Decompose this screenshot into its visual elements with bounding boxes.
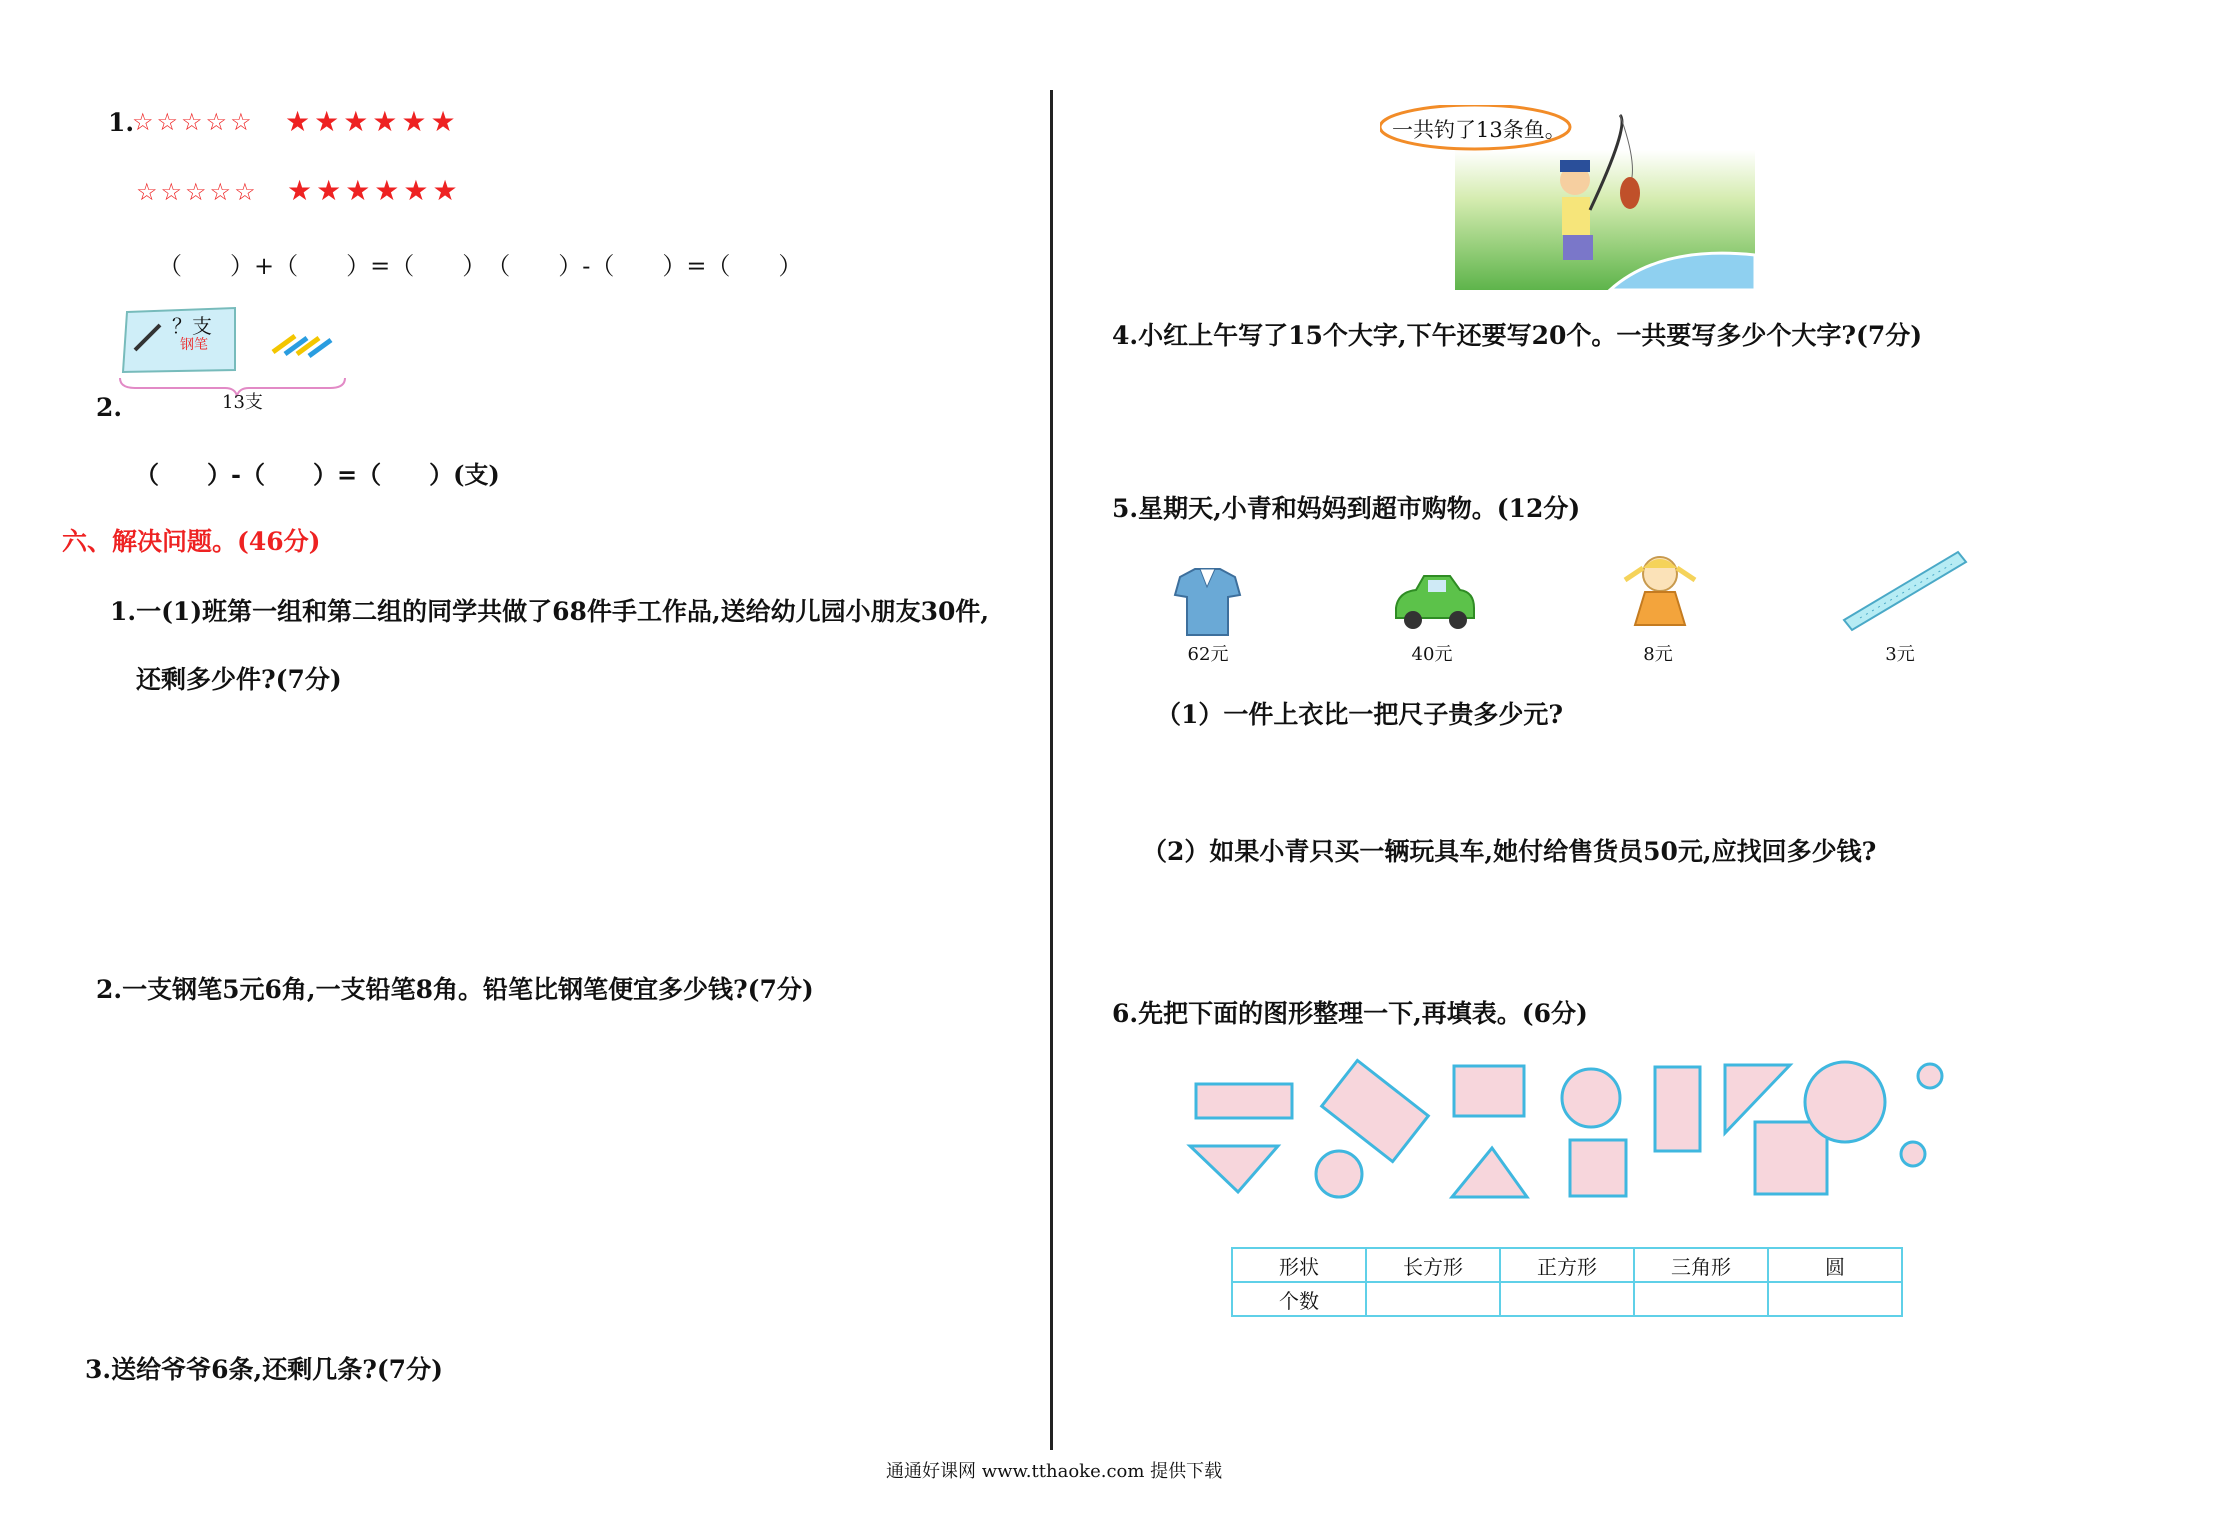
triangle-shape bbox=[1452, 1148, 1527, 1197]
problem-3: 3.送给爷爷6条,还剩几条?(7分) bbox=[85, 1355, 443, 1384]
square-shape bbox=[1755, 1122, 1827, 1194]
circle-shape bbox=[1316, 1151, 1362, 1197]
problem-5: 5.星期天,小青和妈妈到超市购物。(12分) bbox=[1112, 494, 1581, 523]
q1-number: 1. bbox=[108, 108, 135, 137]
shapes-collection bbox=[1180, 1052, 1960, 1212]
box-sublabel: 钢笔 bbox=[180, 337, 208, 353]
problem-5-sub1: （1）一件上衣比一把尺子贵多少元? bbox=[1156, 700, 1564, 729]
doll-price: 8元 bbox=[1643, 644, 1673, 665]
shirt-price: 62元 bbox=[1187, 644, 1229, 665]
table-header-cell: 三角形 bbox=[1634, 1248, 1768, 1282]
speech-text: 一共钓了13条鱼。 bbox=[1392, 118, 1566, 142]
answer-cell[interactable] bbox=[1768, 1282, 1902, 1316]
answer-cell[interactable] bbox=[1366, 1282, 1500, 1316]
circle-shape bbox=[1805, 1062, 1885, 1142]
toy-car-icon bbox=[1388, 570, 1478, 635]
problem-4: 4.小红上午写了15个大字,下午还要写20个。一共要写多少个大字?(7分) bbox=[1112, 321, 1923, 350]
table-row bbox=[1232, 1282, 1902, 1316]
circle-shape bbox=[1562, 1069, 1620, 1127]
problem-6: 6.先把下面的图形整理一下,再填表。(6分) bbox=[1112, 999, 1588, 1028]
ruler-price: 3元 bbox=[1885, 644, 1915, 665]
answer-cell[interactable] bbox=[1634, 1282, 1768, 1316]
section-title: 六、解决问题。(46分) bbox=[62, 527, 321, 556]
fish-icon bbox=[1620, 177, 1640, 209]
filled-stars-row2: ★★★★★★ bbox=[287, 174, 462, 207]
rectangle-shape bbox=[1322, 1060, 1429, 1161]
problem-2: 2.一支钢笔5元6角,一支铅笔8角。铅笔比钢笔便宜多少钱?(7分) bbox=[96, 975, 814, 1004]
rectangle-shape bbox=[1196, 1084, 1292, 1118]
rectangle-shape bbox=[1454, 1066, 1524, 1116]
ruler-icon bbox=[1840, 548, 1970, 638]
box-label: ？支 bbox=[172, 314, 212, 338]
circle-shape bbox=[1918, 1064, 1942, 1088]
table-header-cell: 形状 bbox=[1232, 1248, 1366, 1282]
q2-number: 2. bbox=[96, 393, 123, 422]
answer-cell[interactable] bbox=[1500, 1282, 1634, 1316]
hollow-stars-row2: ☆☆☆☆☆ bbox=[136, 178, 259, 206]
table-header-row bbox=[1232, 1248, 1902, 1282]
shirt-icon bbox=[1170, 565, 1245, 640]
table-row-label: 个数 bbox=[1232, 1282, 1366, 1316]
hollow-stars-row1: ☆☆☆☆☆ bbox=[132, 108, 255, 136]
filled-stars-row1: ★★★★★★ bbox=[285, 105, 460, 138]
column-divider bbox=[1050, 90, 1053, 1450]
footer-text: 通通好课网 www.tthaoke.com 提供下载 bbox=[886, 1461, 1223, 1482]
problem-5-sub2: （2）如果小青只买一辆玩具车,她付给售货员50元,应找回多少钱? bbox=[1142, 837, 1877, 866]
shape-count-table bbox=[1231, 1247, 1903, 1317]
q1-equation: （ ）+（ ）=（ ） （ ）-（ ）=（ ） bbox=[158, 252, 803, 280]
total-label: 13支 bbox=[222, 392, 263, 413]
triangle-shape bbox=[1190, 1146, 1278, 1192]
problem-1-line2: 还剩多少件?(7分) bbox=[136, 665, 342, 694]
table-header-cell: 长方形 bbox=[1366, 1248, 1500, 1282]
problem-1-line1: 1.一(1)班第一组和第二组的同学共做了68件手工作品,送给幼儿园小朋友30件, bbox=[110, 597, 990, 626]
square-shape bbox=[1570, 1140, 1626, 1196]
table-header-cell: 圆 bbox=[1768, 1248, 1902, 1282]
doll-icon bbox=[1615, 550, 1705, 635]
circle-shape bbox=[1901, 1142, 1925, 1166]
car-price: 40元 bbox=[1411, 644, 1453, 665]
rectangle-shape bbox=[1655, 1067, 1700, 1151]
table-header-cell: 正方形 bbox=[1500, 1248, 1634, 1282]
q2-equation: （ ）-（ ）=（ ）(支) bbox=[135, 460, 500, 489]
